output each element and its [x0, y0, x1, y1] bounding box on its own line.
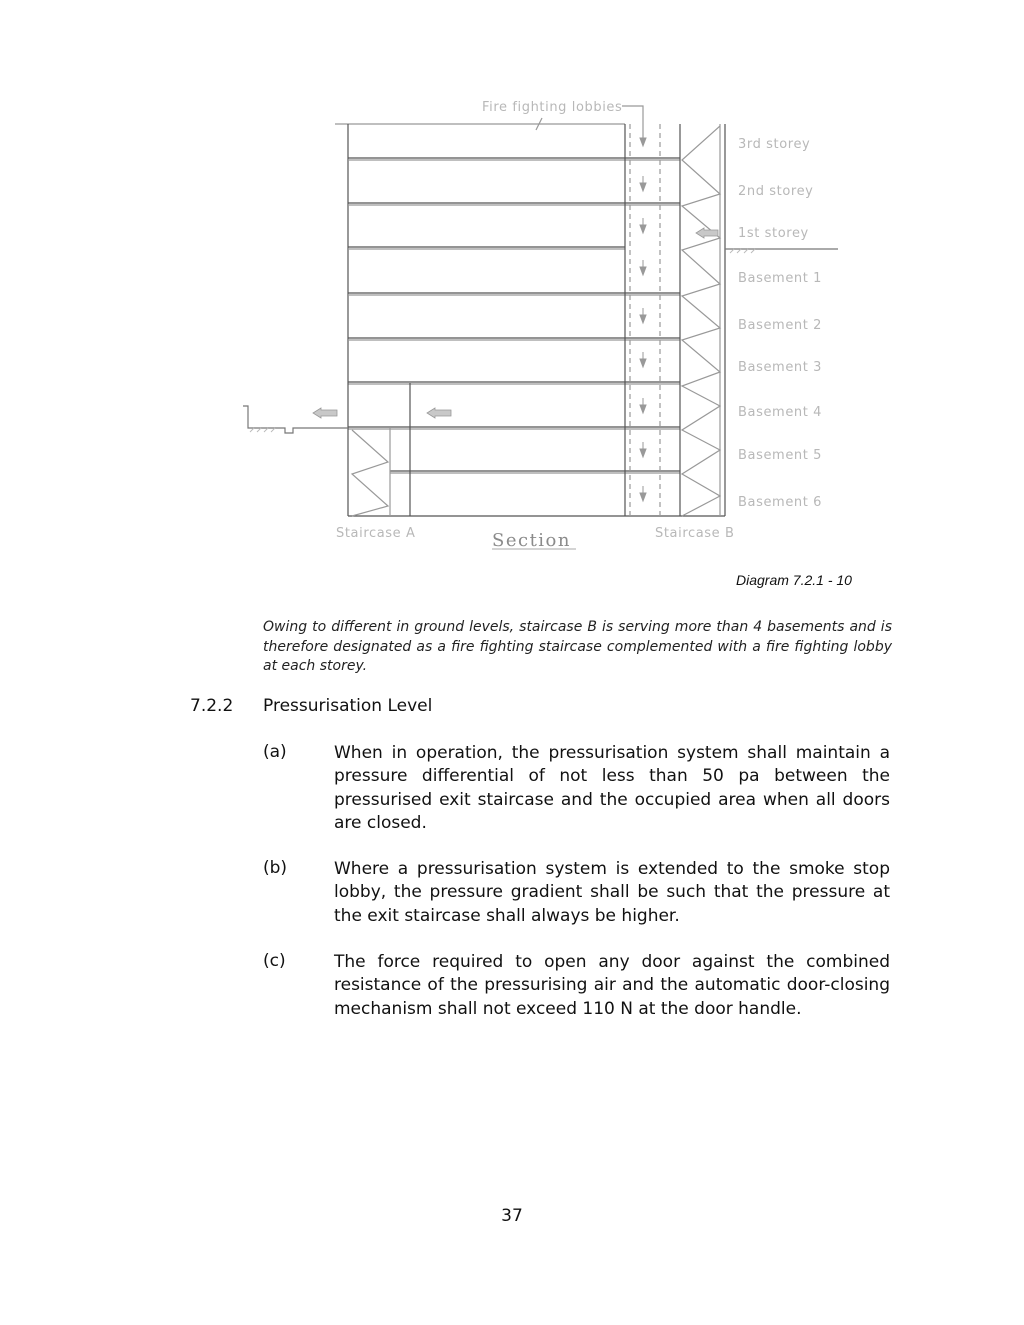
diagram-caption: Diagram 7.2.1 - 10	[736, 572, 852, 588]
floor-label: Basement 3	[738, 360, 823, 375]
floor-label: 3rd storey	[738, 137, 811, 152]
section-number: 7.2.2	[190, 696, 234, 716]
section-heading: Pressurisation Level	[263, 696, 433, 716]
staircase-b-label: Staircase B	[655, 526, 735, 541]
floor-label: Basement 5	[738, 448, 823, 463]
page-number: 37	[501, 1206, 523, 1226]
floor-label: 2nd storey	[738, 184, 814, 199]
item-label: (b)	[263, 858, 288, 878]
item-label: (a)	[263, 742, 287, 762]
item-label: (c)	[263, 951, 286, 971]
section-diagram	[0, 0, 1024, 560]
item-text: When in operation, the pressurisation system shall maintain a pressure differential of not less than 50 pa between the pressurised exit staircase and the occupied area when all doors are closed.	[334, 743, 890, 833]
floor-label: 1st storey	[738, 226, 809, 241]
floor-label: Basement 1	[738, 271, 823, 286]
section-title: Section	[492, 530, 571, 551]
floor-label: Basement 6	[738, 495, 823, 510]
item-text: The force required to open any door against the combined resistance of the pressurising air and the automatic door-closing mechanism shall not exceed 110 N at the door handle.	[334, 952, 890, 1019]
fire-fighting-lobbies-label: Fire fighting lobbies	[482, 100, 623, 115]
floor-label: Basement 4	[738, 405, 823, 420]
floor-label: Basement 2	[738, 318, 823, 333]
diagram-note: Owing to different in ground levels, staircase B is serving more than 4 basements and is therefore designated as a fire fighting staircase complemented with a fire fighting lobby at each storey.	[263, 619, 892, 674]
item-text: Where a pressurisation system is extended to the smoke stop lobby, the pressure gradient shall be such that the pressure at the exit staircase shall always be higher.	[334, 859, 890, 926]
staircase-a-label: Staircase A	[336, 526, 416, 541]
